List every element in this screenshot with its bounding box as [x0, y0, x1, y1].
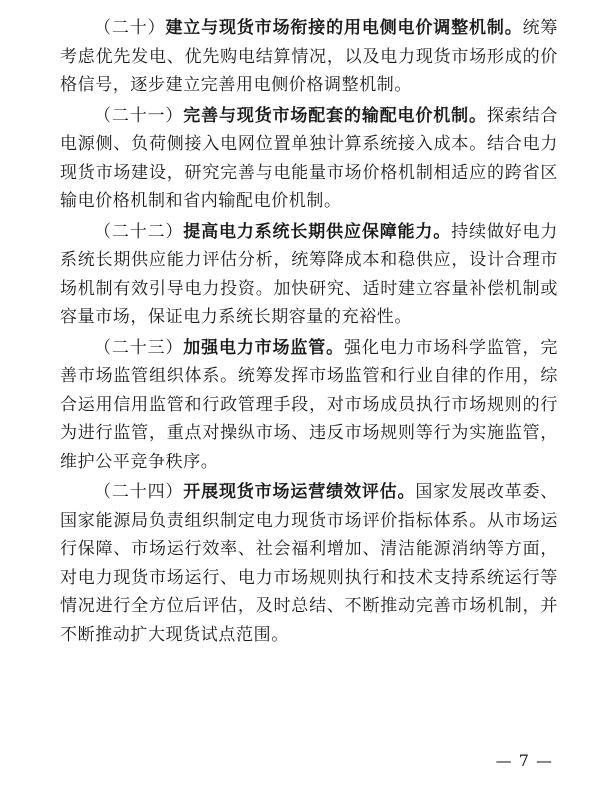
- document-body: [60, 14, 558, 649]
- page-number: — 7 —: [495, 751, 553, 770]
- item-number: （二十一）: [94, 105, 184, 126]
- item-number: （二十）: [94, 18, 166, 38]
- item-body: 强化电力市场科学监管，完善市场监管组织体系。统筹发挥市场监管和行业自律的作用，综合运用信用监管和行政管理手段，对市场成员执行市场规则的行为进行监管，重点对操纵市场、违反市场规则等行为实施监管，维护公平竞争秩序。: [60, 337, 558, 472]
- item-heading: 开展现货市场运营绩效评估。: [183, 482, 416, 502]
- item-body: 统筹考虑优先发电、优先购电结算情况，以及电力现货市场形成的价格信号，逐步建立完善用电侧价格调整机制。: [60, 18, 559, 95]
- item-heading: 加强电力市场监管。: [183, 337, 344, 358]
- item-heading: 提高电力系统长期供应保障能力。: [183, 221, 452, 242]
- item-body: 持续做好电力系统长期供应能力评估分析，统筹降成本和稳供应，设计合理市场机制有效引导电力投资。加快研究、适时建立容量补偿机制或容量市场，保证电力系统长期容量的充裕性。: [60, 221, 559, 327]
- paragraph-20: [60, 14, 558, 100]
- item-heading: 建立与现货市场衔接的用电侧电价调整机制。: [165, 18, 523, 38]
- paragraph-24: [60, 478, 558, 649]
- paragraph-23: [60, 334, 558, 477]
- item-number: （二十二）: [94, 221, 184, 242]
- paragraph-22: [60, 218, 558, 332]
- item-body: 探索结合电源侧、负荷侧接入电网位置单独计算系统接入成本。结合电力现货市场建设，研究完善与电能量市场价格机制相适应的跨省区输电价格机制和省内输配电价机制。: [60, 105, 558, 211]
- item-number: （二十三）: [94, 337, 184, 358]
- item-body: 国家发展改革委、国家能源局负责组织制定电力现货市场评价指标体系。从市场运行保障、市场运行效率、社会福利增加、清洁能源消纳等方面，对电力现货市场运行、电力市场规则执行和技术支持系统运行等情况进行全方位后评估，及时总结、不断推动完善市场机制，并不断推动扩大现货试点范围。: [60, 482, 558, 645]
- item-heading: 完善与现货市场配套的输配电价机制。: [183, 105, 487, 126]
- paragraph-21: [60, 102, 558, 216]
- item-number: （二十四）: [94, 482, 184, 502]
